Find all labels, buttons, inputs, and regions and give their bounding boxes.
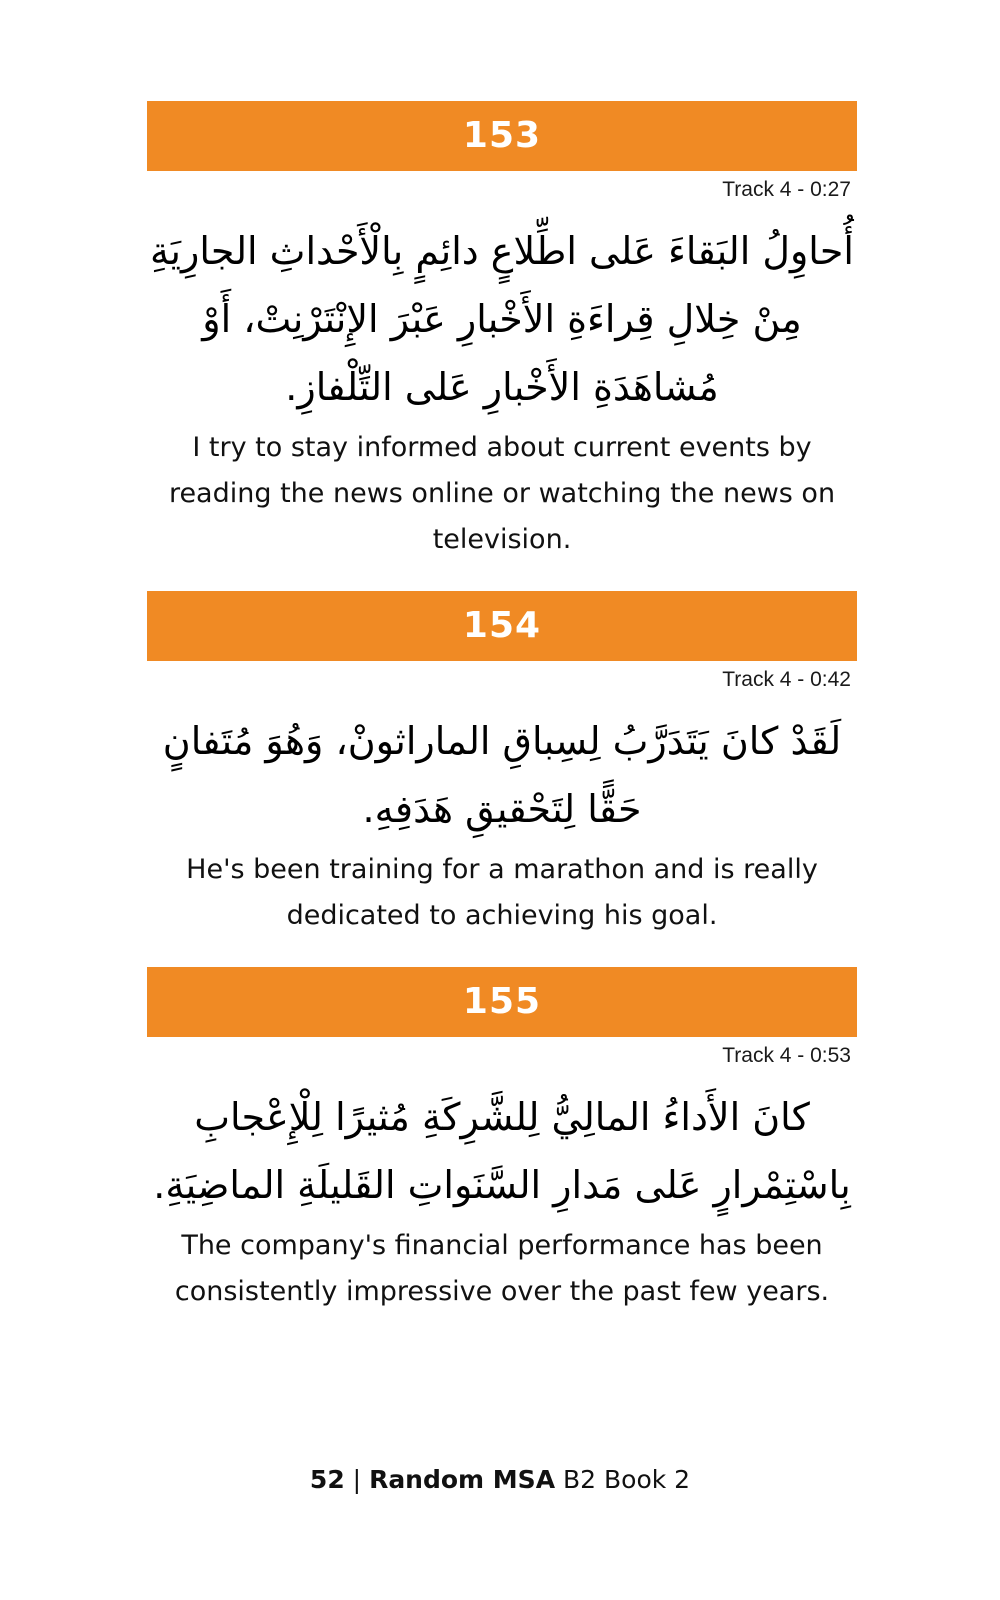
entry-number-bar: 154 <box>147 591 857 661</box>
entry-154 <box>147 591 857 939</box>
entry-155 <box>147 967 857 1315</box>
entry-number-bar: 153 <box>147 101 857 171</box>
footer-separator: | <box>352 1465 362 1494</box>
page-number: 52 <box>309 1465 345 1494</box>
page-footer <box>0 1465 1000 1494</box>
entry-153 <box>147 101 857 563</box>
series-title: Random MSA <box>369 1465 556 1494</box>
arabic-sentence: أُحاوِلُ البَقاءَ عَلى اطِّلاعٍ دائِمٍ بِالْأَحْداثِ الجارِيَةِ مِنْ خِلالِ قِراءَةِ الأَخْبارِ عَبْرَ الإِنْتَرْنِتْ، أَوْ مُشاهَدَةِ الأَخْبارِ عَلى التِّلْفازِ. <box>150 229 854 409</box>
track-timestamp: Track 4 - 0:53 <box>722 1044 851 1067</box>
track-timestamp: Track 4 - 0:27 <box>722 178 851 201</box>
arabic-sentence: كانَ الأَداءُ المالِيُّ لِلشَّرِكَةِ مُثيرًا لِلْإِعْجابِ بِاسْتِمْرارٍ عَلى مَدارِ السَّنَواتِ القَليلَةِ الماضِيَةِ. <box>153 1095 851 1207</box>
english-translation: The company's financial performance has been consistently impressive over the past few years. <box>174 1230 830 1307</box>
english-translation: He's been training for a marathon and is really dedicated to achieving his goal. <box>186 854 818 931</box>
track-timestamp: Track 4 - 0:42 <box>722 668 851 691</box>
arabic-sentence: لَقَدْ كانَ يَتَدَرَّبُ لِسِباقِ الماراثونْ، وَهُوَ مُتَفانٍ حَقًّا لِتَحْقيقِ هَدَفِهِ. <box>162 719 842 831</box>
entry-number-bar: 155 <box>147 967 857 1037</box>
english-translation: I try to stay informed about current events by reading the news online or watching the news on television. <box>168 432 836 555</box>
book-title: B2 Book 2 <box>563 1465 691 1494</box>
